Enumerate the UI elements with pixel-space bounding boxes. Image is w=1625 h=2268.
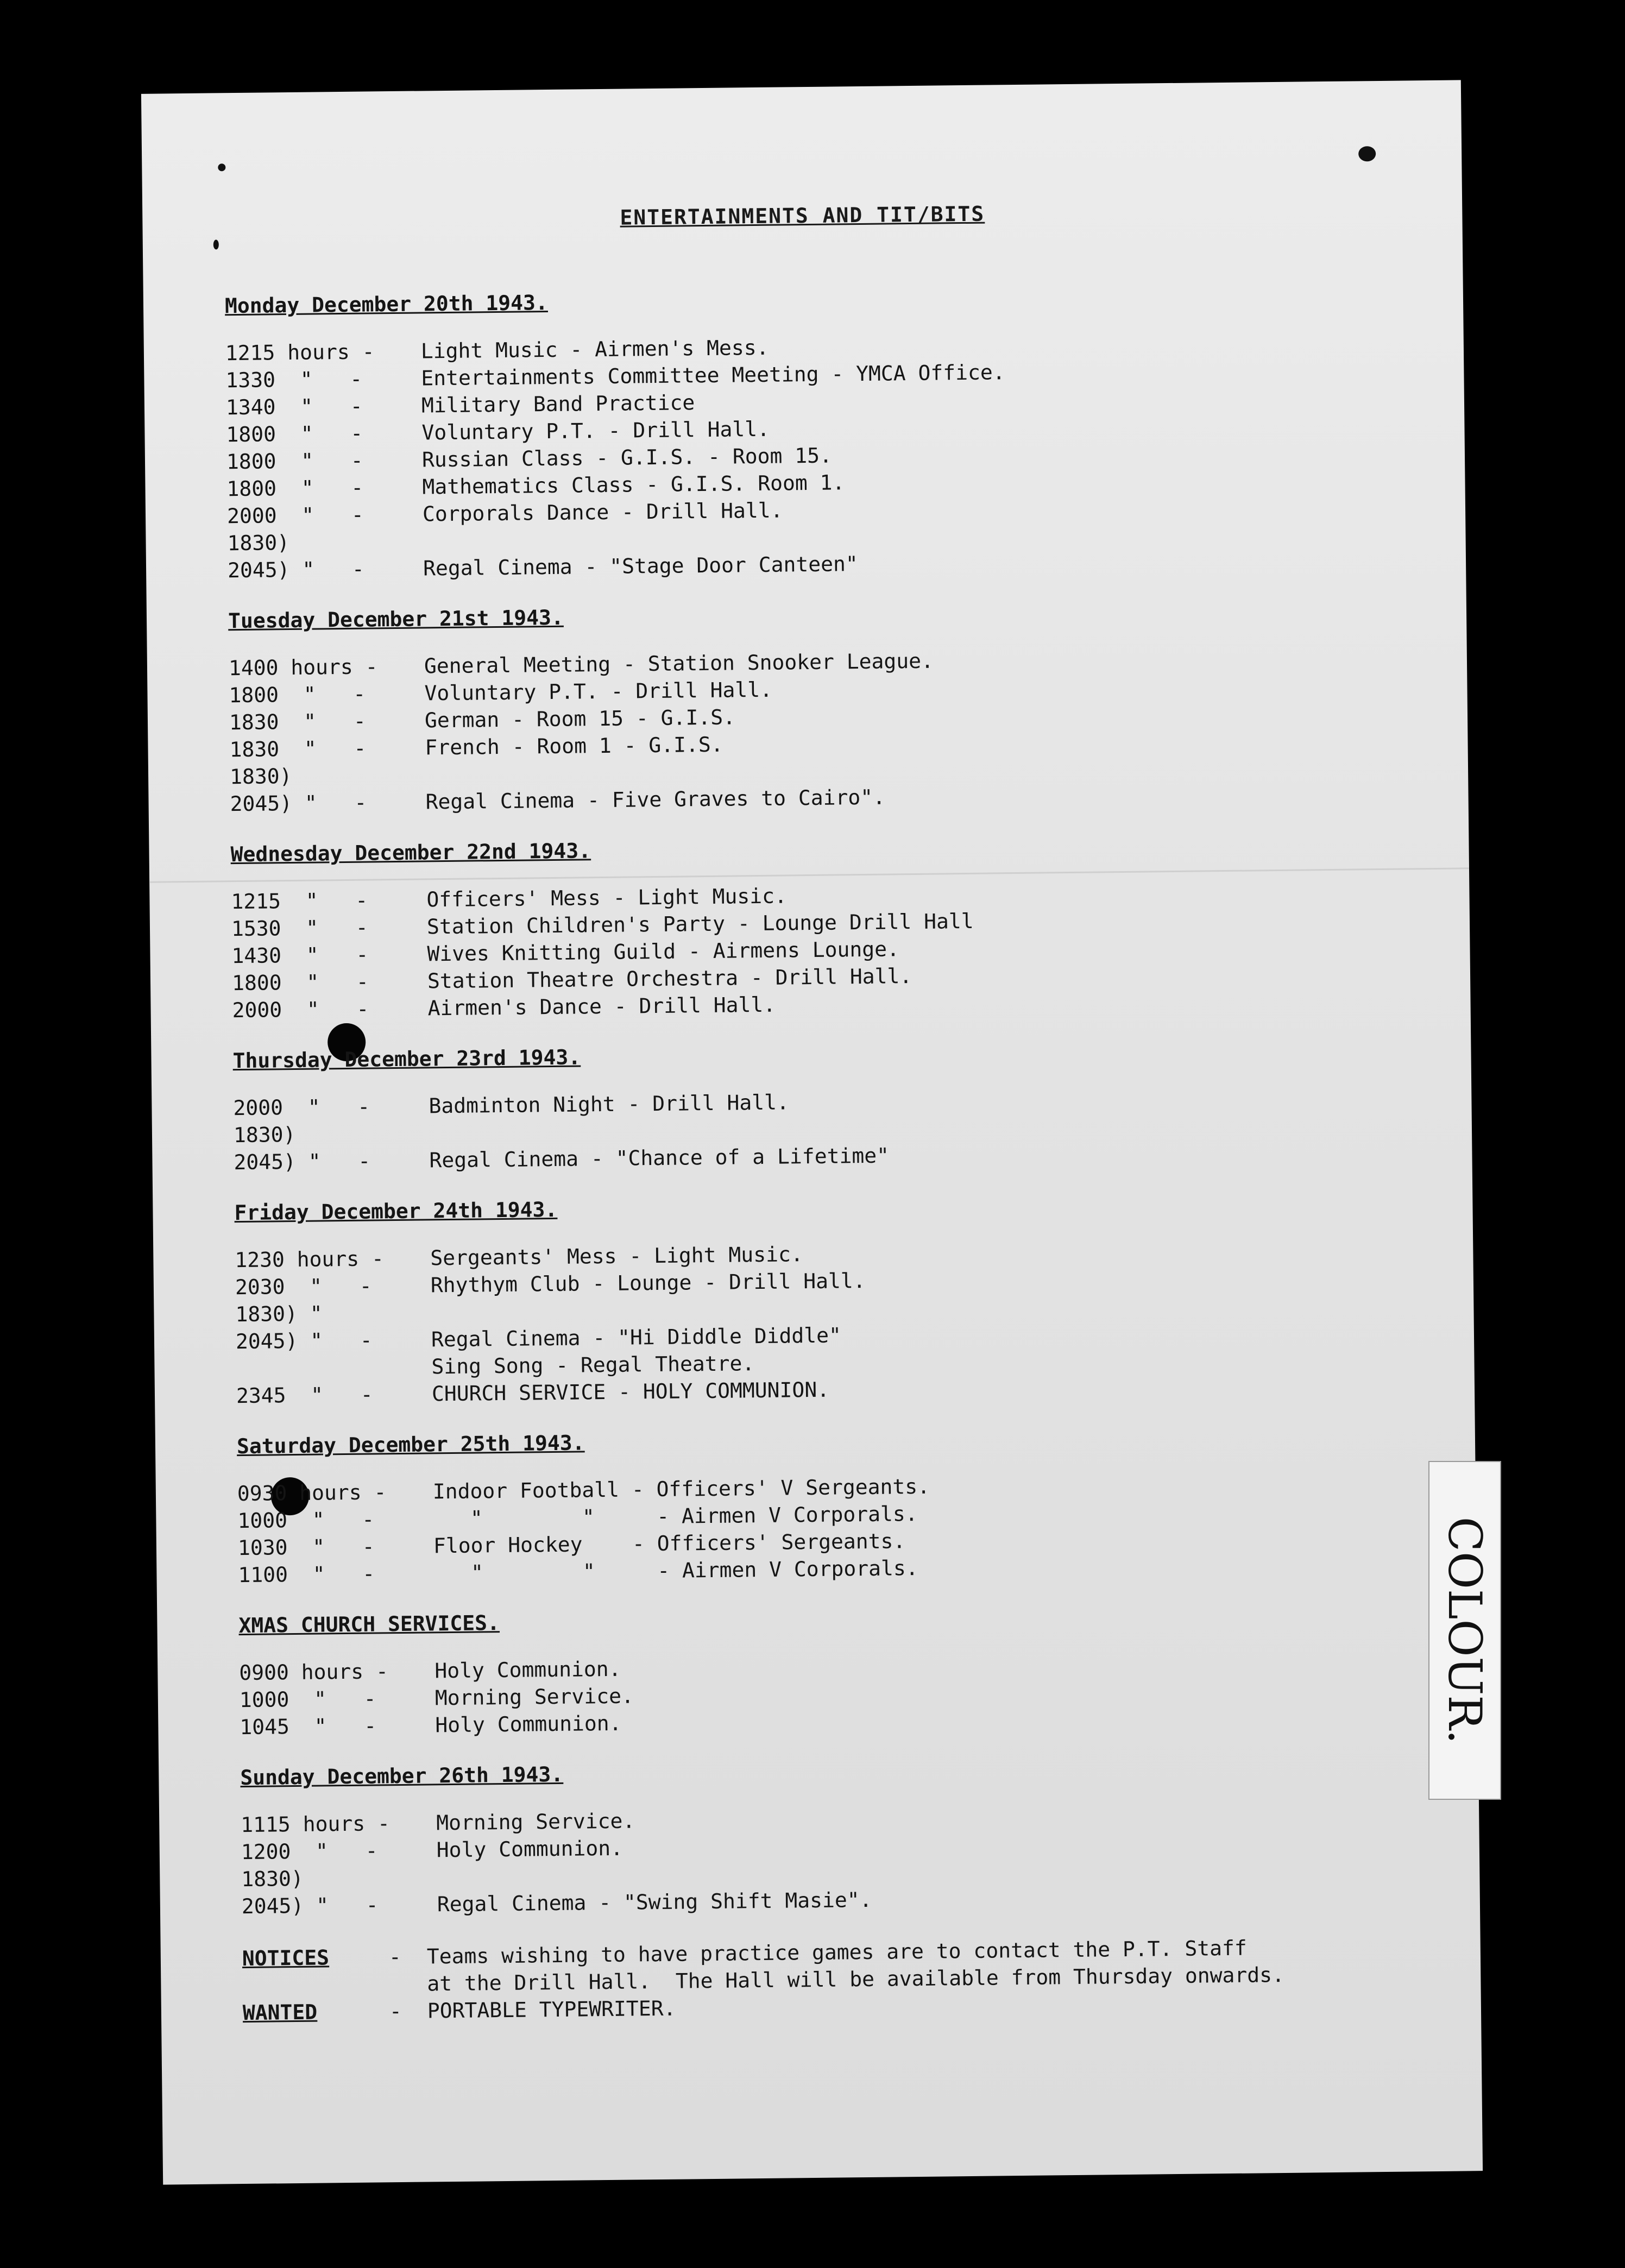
entry-description: French - Room 1 - G.I.S. [425,732,723,760]
day-heading: Tuesday December 21st 1943. [228,605,564,633]
entry-time: 1830) [241,1866,304,1892]
entry-description: Rhythym Club - Lounge - Drill Hall. [430,1268,866,1297]
notices-line-2: at the Drill Hall. The Hall will be available from Thursday onwards. [427,1962,1285,1996]
entry-description: Airmen's Dance - Drill Hall. [427,992,776,1020]
entry-time: 1330 " - [225,367,363,393]
entry-description: Entertainments Committee Meeting - YMCA Office. [421,360,1005,390]
entry-description: Regal Cinema - "Swing Shift Masie". [437,1887,872,1917]
entry-description: Mathematics Class - G.I.S. Room 1. [422,470,845,499]
entry-description: Voluntary P.T. - Drill Hall. [424,677,773,705]
entry-time: 1230 hours - [235,1246,385,1272]
entry-description: Morning Service. [436,1809,635,1835]
entry-time: 2000 " - [232,997,369,1023]
entry-description: Light Music - Airmen's Mess. [420,335,769,363]
colour-label-text: COLOUR. [1438,1516,1491,1744]
entry-time [236,1353,432,1382]
entry-description: Regal Cinema - "Chance of a Lifetime" [429,1143,890,1173]
entry-time: 2045) " - [235,1328,373,1354]
entry-time: 1830 " - [229,709,366,735]
entry-description: Sing Song - Regal Theatre. [431,1351,755,1379]
page-title: ENTERTAINMENTS AND TIT/BITS [620,201,985,230]
entry-description: Russian Class - G.I.S. - Room 15. [421,443,833,472]
ink-speck [213,240,219,249]
entry-time: 2045) " - [230,790,367,816]
day-heading: Thursday December 23rd 1943. [232,1045,581,1073]
entry-time: 1830) " [235,1301,323,1327]
entry-description: Sergeants' Mess - Light Music. [430,1242,803,1270]
entry-time: 2000 " - [233,1094,370,1120]
day-heading: Monday December 20th 1943. [224,291,549,318]
colour-label-card [1428,1461,1501,1800]
day-heading: Friday December 24th 1943. [234,1197,558,1225]
entry-time: 1830) [233,1122,296,1148]
entry-time: 1115 hours - [241,1811,390,1837]
entry-description: Voluntary P.T. - Drill Hall. [421,417,770,445]
entry-time: 2045) " - [241,1893,379,1919]
entry-time: 1100 " - [238,1561,375,1587]
day-section [230,830,1400,1024]
entry-description: Station Theatre Orchestra - Drill Hall. [427,964,912,993]
ink-speck [1358,146,1376,161]
dash: - [389,1999,402,2024]
entry-description: Regal Cinema - "Hi Diddle Diddle" [431,1323,842,1352]
day-section [228,597,1398,817]
day-heading: Sunday December 26th 1943. [240,1762,564,1790]
entry-time: 1430 " - [231,942,369,968]
entry-description: " " - Airmen V Corporals. [433,1502,918,1531]
entry-time: 1800 " - [226,475,364,501]
entry-description: German - Room 15 - G.I.S. [424,705,736,733]
entry-time: 2345 " - [236,1382,373,1408]
entry-description: " " - Airmen V Corporals. [433,1555,918,1585]
entry-description: General Meeting - Station Snooker League. [424,648,934,678]
entry-time: 1215 " - [231,888,368,914]
day-section [237,1422,1406,1589]
day-section [238,1602,1407,1741]
entry-time: 2000 " - [226,502,364,528]
entry-time: 1340 " - [225,394,363,420]
day-heading: XMAS CHURCH SERVICES. [238,1611,500,1638]
entry-description: Station Children's Party - Lounge Drill Hall [426,909,974,939]
entry-description: Holy Communion. [436,1836,623,1862]
notices-line-1: Teams wishing to have practice games are to contact the P.T. Staff [426,1936,1247,1969]
wanted-label: WANTED [242,2000,318,2025]
entry-description: CHURCH SERVICE - HOLY COMMUNION. [431,1377,830,1406]
entry-time: 1830) [227,531,290,556]
entry-description: Corporals Dance - Drill Hall. [422,498,783,526]
entry-time: 1000 " - [237,1507,375,1533]
entry-description: Floor Hockey - Officers' Sergeants. [433,1529,906,1558]
entry-description: Morning Service. [434,1684,634,1710]
entry-description: Holy Communion. [435,1711,622,1737]
entry-time: 1530 " - [231,915,368,941]
entry-time: 1400 hours - [228,654,378,681]
entry-description: Regal Cinema - "Stage Door Canteen" [423,552,859,581]
wanted-text: PORTABLE TYPEWRITER. [427,1996,676,2023]
entry-time: 1030 " - [237,1534,375,1560]
document-page [141,80,1483,2184]
entry-time: 2045) " - [227,557,364,583]
notices-block [242,1933,1410,2027]
day-section [234,1189,1404,1409]
entry-time: 2030 " - [235,1274,372,1300]
notices-label: NOTICES [242,1945,330,1971]
day-heading: Saturday December 25th 1943. [236,1431,585,1459]
dash: - [388,1945,401,1969]
day-section [240,1754,1409,1920]
entry-time: 1045 " - [240,1713,377,1740]
entry-time: 2045) " - [234,1149,371,1175]
entry-time: 1830 " - [229,736,367,762]
entry-time: 1200 " - [241,1838,378,1864]
entry-description: Holy Communion. [434,1656,621,1683]
entry-time: 0900 hours - [239,1659,389,1685]
entry-time: 1800 " - [226,448,363,474]
entry-description: Badminton Night - Drill Hall. [429,1090,790,1118]
entry-description: Regal Cinema - Five Graves to Cairo". [425,785,886,814]
entry-time: 1215 hours - [225,339,375,366]
day-section [232,1037,1401,1176]
entry-description: Officers' Mess - Light Music. [426,884,788,912]
entry-time: 1800 " - [226,421,363,447]
day-heading: Wednesday December 22nd 1943. [230,839,591,867]
schedule-body [225,282,1410,2026]
entry-time: 1000 " - [239,1686,376,1712]
entry-time: 1830) [229,764,292,789]
entry-time: 1800 " - [231,969,369,996]
entry-description: Military Band Practice [421,390,695,418]
spacer [389,1970,427,1998]
spacer [242,1970,389,1999]
entry-time: 0930 hours - [237,1480,387,1506]
entry-time: 1800 " - [229,682,366,708]
day-section [225,282,1395,584]
ink-speck [218,163,225,171]
entry-description: Wives Knitting Guild - Airmens Lounge. [427,937,900,966]
entry-description: Indoor Football - Officers' V Sergeants. [432,1474,930,1504]
